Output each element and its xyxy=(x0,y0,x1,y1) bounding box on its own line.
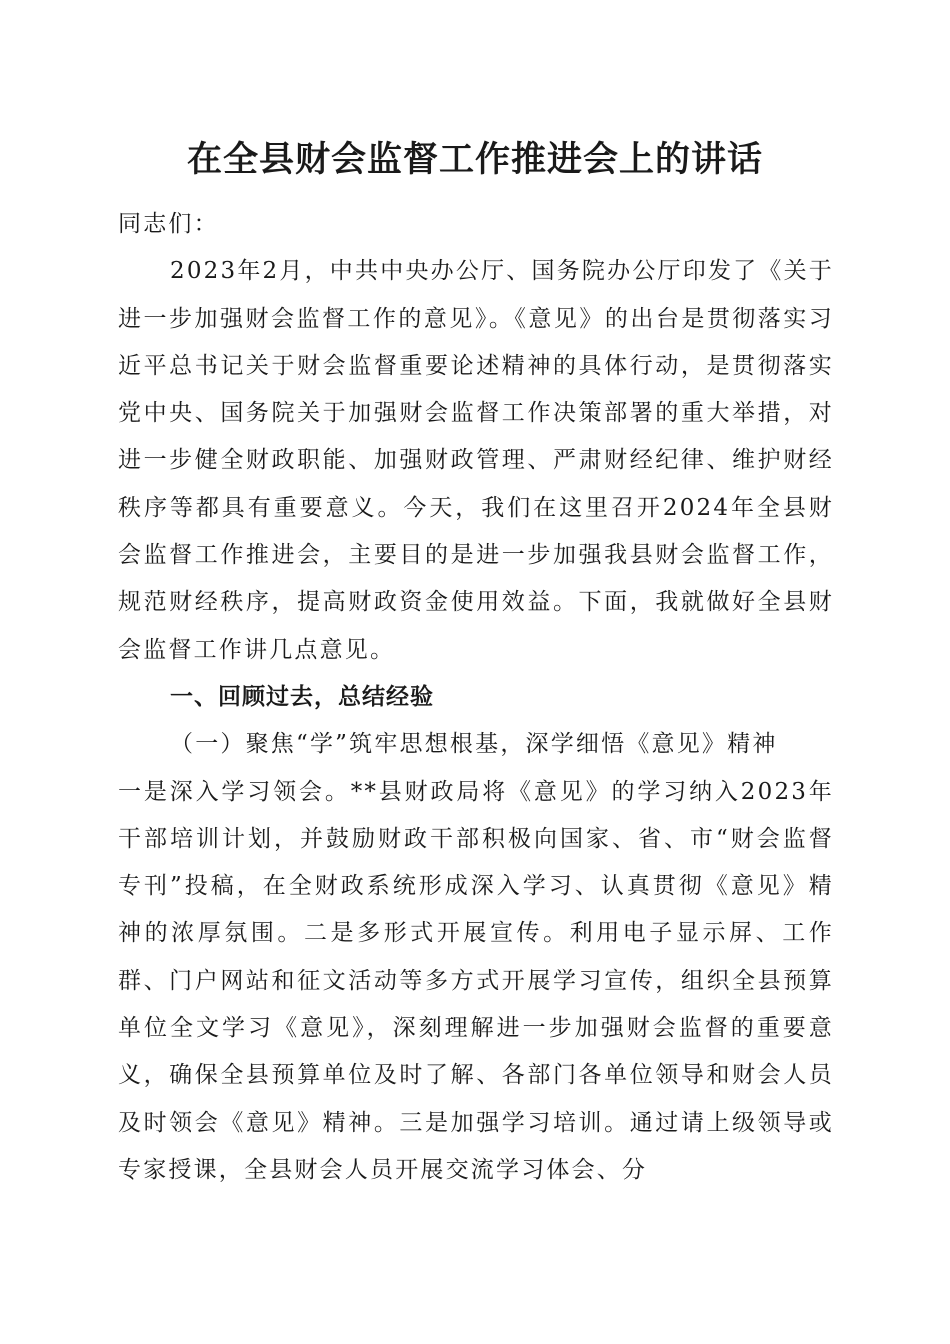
document-title: 在全县财会监督工作推进会上的讲话 xyxy=(186,139,763,180)
subsection-paragraph: 一是深入学习领会。**县财政局将《意见》的学习纳入2023年干部培训计划，并鼓励财政干部积极向国家、省、市“财会监督专刊”投稿，在全财政系统形成深入学习、认真贯彻《意见》精神的浓厚氛围。二是多形式开展宣传。利用电子显示屏、工作群、门户网站和征文活动等多方式开展学习宣传，组织全县预算单位全文学习《意见》，深刻理解进一步加强财会监督的重要意义，确保全县预算单位及时了解、各部门各单位领导和财会人员及时领会《意见》精神。三是加强学习培训。通过请上级领导或专家授课，全县财会人员开展交流学习体会、分 xyxy=(118,778,834,1183)
section-heading: 一、回顾过去，总结经验 xyxy=(170,683,434,710)
intro-paragraph: 2023年2月，中共中央办公厅、国务院办公厅印发了《关于进一步加强财会监督工作的意见》。《意见》的出台是贯彻落实习近平总书记关于财会监督重要论述精神的具体行动，是贯彻落实党中央、国务院关于加强财会监督工作决策部署的重大举措，对进一步健全财政职能、加强财政管理、严肃财经纪律、维护财经秩序等都具有重要意义。今天，我们在这里召开2024年全县财会监督工作推进会，主要目的是进一步加强我县财会监督工作，规范财经秩序，提高财政资金使用效益。下面，我就做好全县财会监督工作讲几点意见。 xyxy=(118,258,834,663)
subsection-heading: （一）聚焦“学”筑牢思想根基，深学细悟《意见》精神 xyxy=(170,731,778,758)
salutation: 同志们： xyxy=(118,211,219,237)
document-body xyxy=(118,201,834,1194)
